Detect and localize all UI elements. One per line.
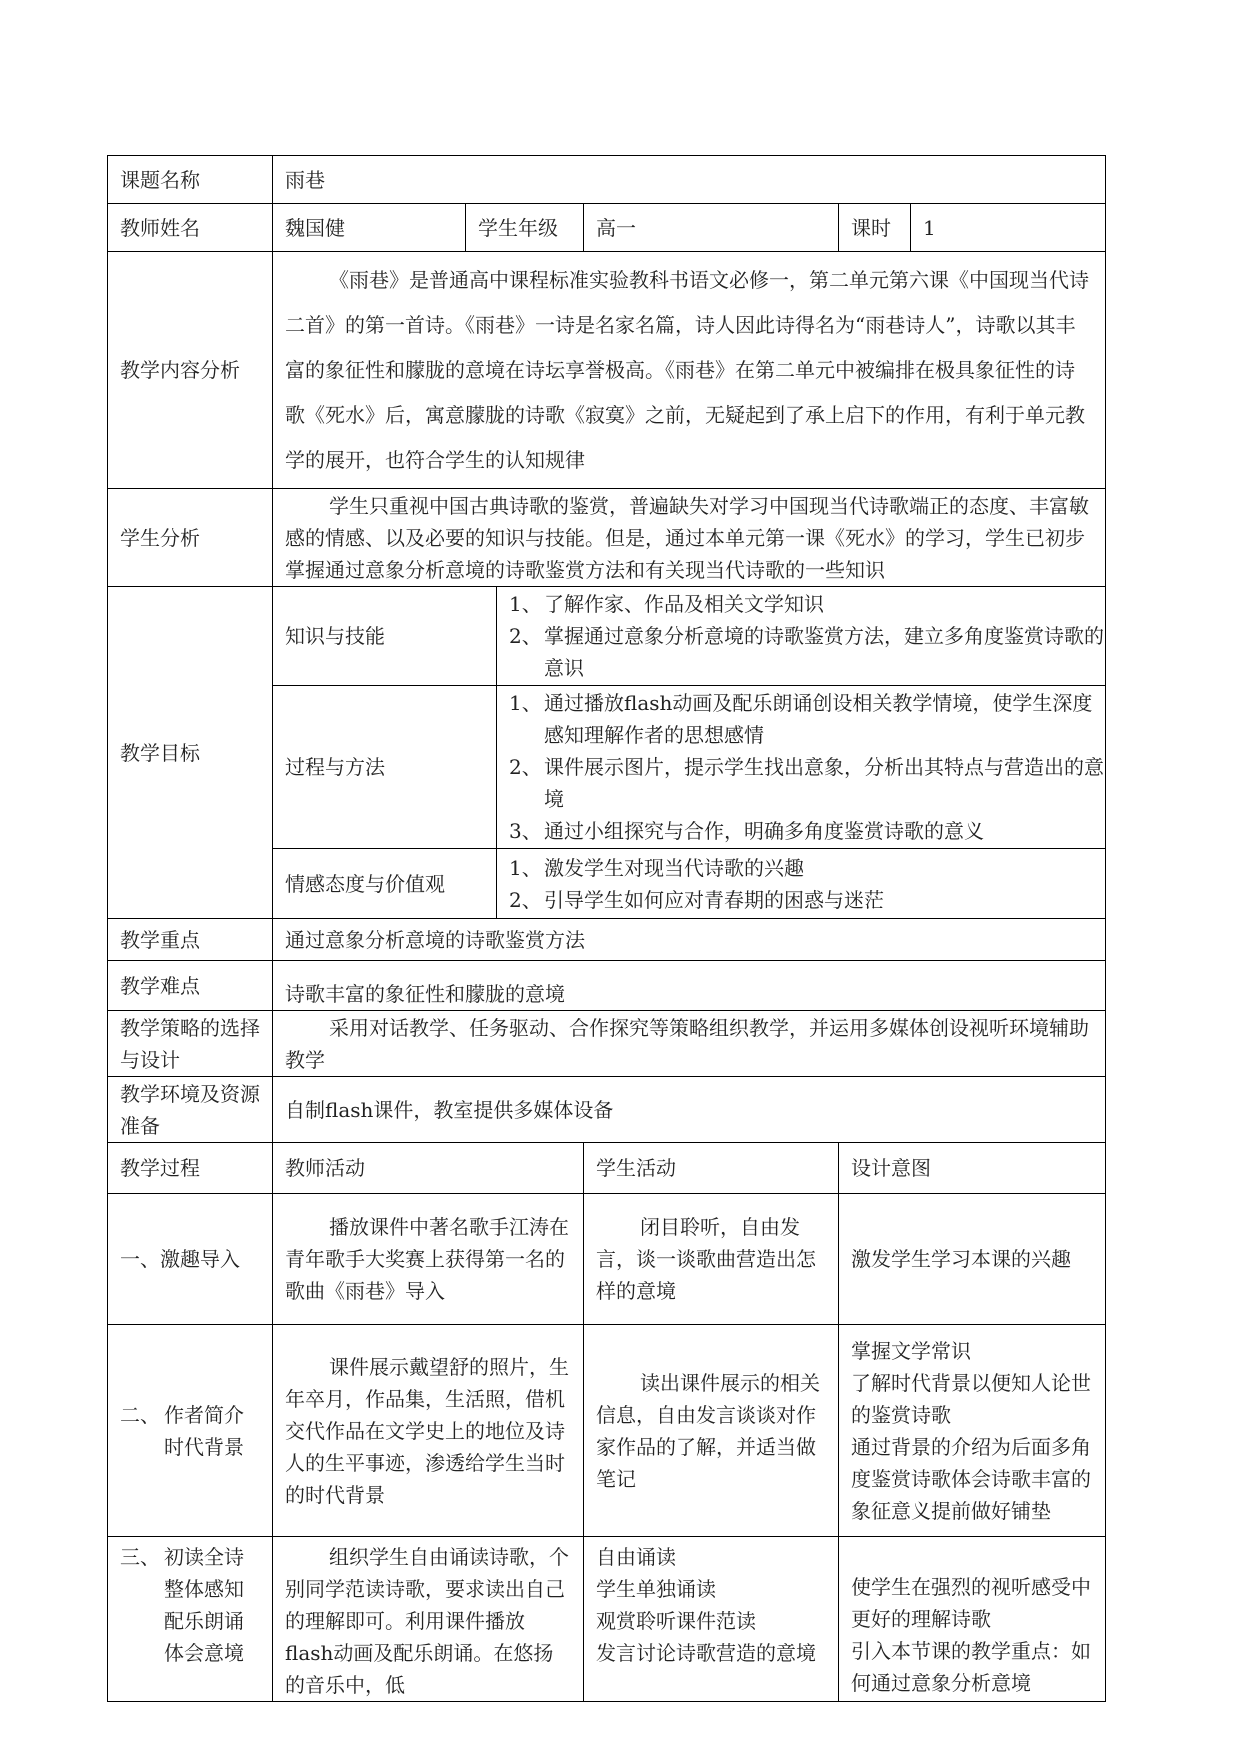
course-label: 课题名称 [108,156,273,204]
strategy-row [108,1011,1106,1077]
grade-value: 高一 [584,204,839,252]
goal-group-name: 知识与技能 [273,587,497,686]
teacher-label: 教师姓名 [108,204,273,252]
goal-item: 2、 引导学生如何应对青春期的困惑与迷茫 [509,887,884,912]
difficulty-label: 教学难点 [108,961,273,1011]
key-point-label: 教学重点 [108,919,273,961]
step-intent-line: 引入本节课的教学重点：如何通过意象分析意境 [851,1639,1091,1695]
key-point-row [108,919,1106,961]
content-text-cell [273,252,1106,489]
process-step-3 [108,1537,1106,1702]
teacher-value: 魏国健 [273,204,466,252]
step-student-cell [584,1325,839,1537]
step-intent-line: 通过背景的介绍为后面多角度鉴赏诗歌体会诗歌丰富的象征意义提前做好铺垫 [851,1434,1091,1523]
goal-item: 1、 激发学生对现当代诗歌的兴趣 [509,855,804,880]
content-label: 教学内容分析 [108,252,273,489]
header-teacher: 教师活动 [273,1143,584,1194]
process-step-2 [108,1325,1106,1537]
step-title-cell [108,1537,273,1702]
grade-label: 学生年级 [466,204,584,252]
step-intent-line: 激发学生学习本课的兴趣 [851,1247,1071,1271]
step-title-cell [108,1325,273,1537]
goals-label: 教学目标 [108,587,273,919]
strategy-label: 教学策略的选择与设计 [108,1011,273,1077]
process-label: 教学过程 [108,1143,273,1194]
hours-value: 1 [911,204,1106,252]
students-row [108,489,1106,587]
content-text: 《雨巷》是普通高中课程标准实验教科书语文必修一，第二单元第六课《中国现当代诗二首》的第一首诗。《雨巷》一诗是名家名篇，诗人因此诗得名为“雨巷诗人”，诗歌以其丰富的象征性和朦胧的意境在诗坛享誉极高。《雨巷》在第二单元中被编排在极具象征性的诗歌《死水》后，寓意朦胧的诗歌《寂寞》之前，无疑起到了承上启下的作用，有利于单元教学的展开，也符合学生的认知规律 [285,267,1089,472]
teacher-row [108,204,1106,252]
step-student: 读出课件展示的相关信息，自由发言谈谈对作家作品的了解，并适当做笔记 [596,1370,820,1491]
step-intent-cell [839,1325,1106,1537]
step-student-line: 发言讨论诗歌营造的意境 [596,1641,816,1665]
strategy-text-cell [273,1011,1106,1077]
key-point-text: 通过意象分析意境的诗歌鉴赏方法 [273,919,1106,961]
hours-label: 课时 [839,204,911,252]
students-text-cell [273,489,1106,587]
step-teacher-cell [273,1537,584,1702]
goal-item: 3、 通过小组探究与合作，明确多角度鉴赏诗歌的意义 [509,819,984,843]
step-teacher-cell [273,1325,584,1537]
step-intent-cell [839,1194,1106,1325]
step-student-line: 自由诵读 [596,1545,676,1569]
content-row [108,252,1106,489]
course-value: 雨巷 [273,156,1106,204]
step-teacher: 组织学生自由诵读诗歌，个别同学范读诗歌，要求读出自己的理解即可。利用课件播放flash动画及配乐朗诵。在悠扬的音乐中，低 [285,1545,569,1697]
goals-row-knowledge [108,587,1106,686]
step-student-cell [584,1537,839,1702]
step-title: 激趣导入 [160,1247,240,1271]
students-label: 学生分析 [108,489,273,587]
step-student-line: 观赏聆听课件范读 [596,1609,756,1633]
step-title-cell [108,1194,273,1325]
environment-text: 自制flash课件，教室提供多媒体设备 [273,1077,1106,1143]
lesson-plan-table [107,155,1106,1702]
goal-group-items [497,849,1106,919]
course-row [108,156,1106,204]
step-teacher-cell [273,1194,584,1325]
step-intent-cell [839,1537,1106,1702]
environment-label: 教学环境及资源准备 [108,1077,273,1143]
goal-group-items [497,587,1106,686]
strategy-text: 采用对话教学、任务驱动、合作探究等策略组织教学，并运用多媒体创设视听环境辅助教学 [285,1015,1089,1072]
header-intent: 设计意图 [839,1143,1106,1194]
goal-item: 1、 了解作家、作品及相关文学知识 [509,592,824,616]
step-num: 二、 [120,1402,160,1427]
goal-group-name: 过程与方法 [273,686,497,849]
environment-row [108,1077,1106,1143]
step-student-cell [584,1194,839,1325]
step-intent-line: 掌握文学常识 [851,1338,971,1363]
goal-group-name: 情感态度与价值观 [273,849,497,919]
step-student-line: 学生单独诵读 [596,1577,716,1601]
difficulty-row [108,961,1106,1011]
step-teacher: 播放课件中著名歌手江涛在青年歌手大奖赛上获得第一名的歌曲《雨巷》导入 [285,1215,569,1303]
process-header-row [108,1143,1106,1194]
goal-item: 1、 通过播放flash动画及配乐朗诵创设相关教学情境，使学生深度感知理解作者的思想感情 [509,691,1093,747]
step-num: 一、 [120,1247,160,1271]
lesson-plan [107,155,1105,1702]
step-num: 三、 [120,1545,160,1569]
difficulty-text: 诗歌丰富的象征性和朦胧的意境 [273,961,1106,1011]
process-step-1 [108,1194,1106,1325]
goal-item: 2、 掌握通过意象分析意境的诗歌鉴赏方法，建立多角度鉴赏诗歌的意识 [509,624,1104,680]
step-title: 初读全诗整体感知配乐朗诵体会意境 [164,1545,244,1665]
goal-item: 2、 课件展示图片，提示学生找出意象，分析出其特点与营造出的意境 [509,755,1104,811]
step-teacher: 课件展示戴望舒的照片，生年卒月，作品集，生活照，借机交代作品在文学史上的地位及诗人的生平事迹，渗透给学生当时的时代背景 [285,1354,569,1507]
header-student: 学生活动 [584,1143,839,1194]
step-student: 闭目聆听，自由发言，谈一谈歌曲营造出怎样的意境 [596,1215,816,1303]
goal-group-items [497,686,1106,849]
step-title: 作者简介时代背景 [164,1402,244,1459]
students-text: 学生只重视中国古典诗歌的鉴赏，普遍缺失对学习中国现当代诗歌端正的态度、丰富敏感的情感、以及必要的知识与技能。但是，通过本单元第一课《死水》的学习，学生已初步掌握通过意象分析意境的诗歌鉴赏方法和有关现当代诗歌的一些知识 [285,493,1089,582]
step-intent-line: 了解时代背景以便知人论世的鉴赏诗歌 [851,1370,1091,1427]
step-intent-line: 使学生在强烈的视听感受中更好的理解诗歌 [851,1575,1091,1631]
